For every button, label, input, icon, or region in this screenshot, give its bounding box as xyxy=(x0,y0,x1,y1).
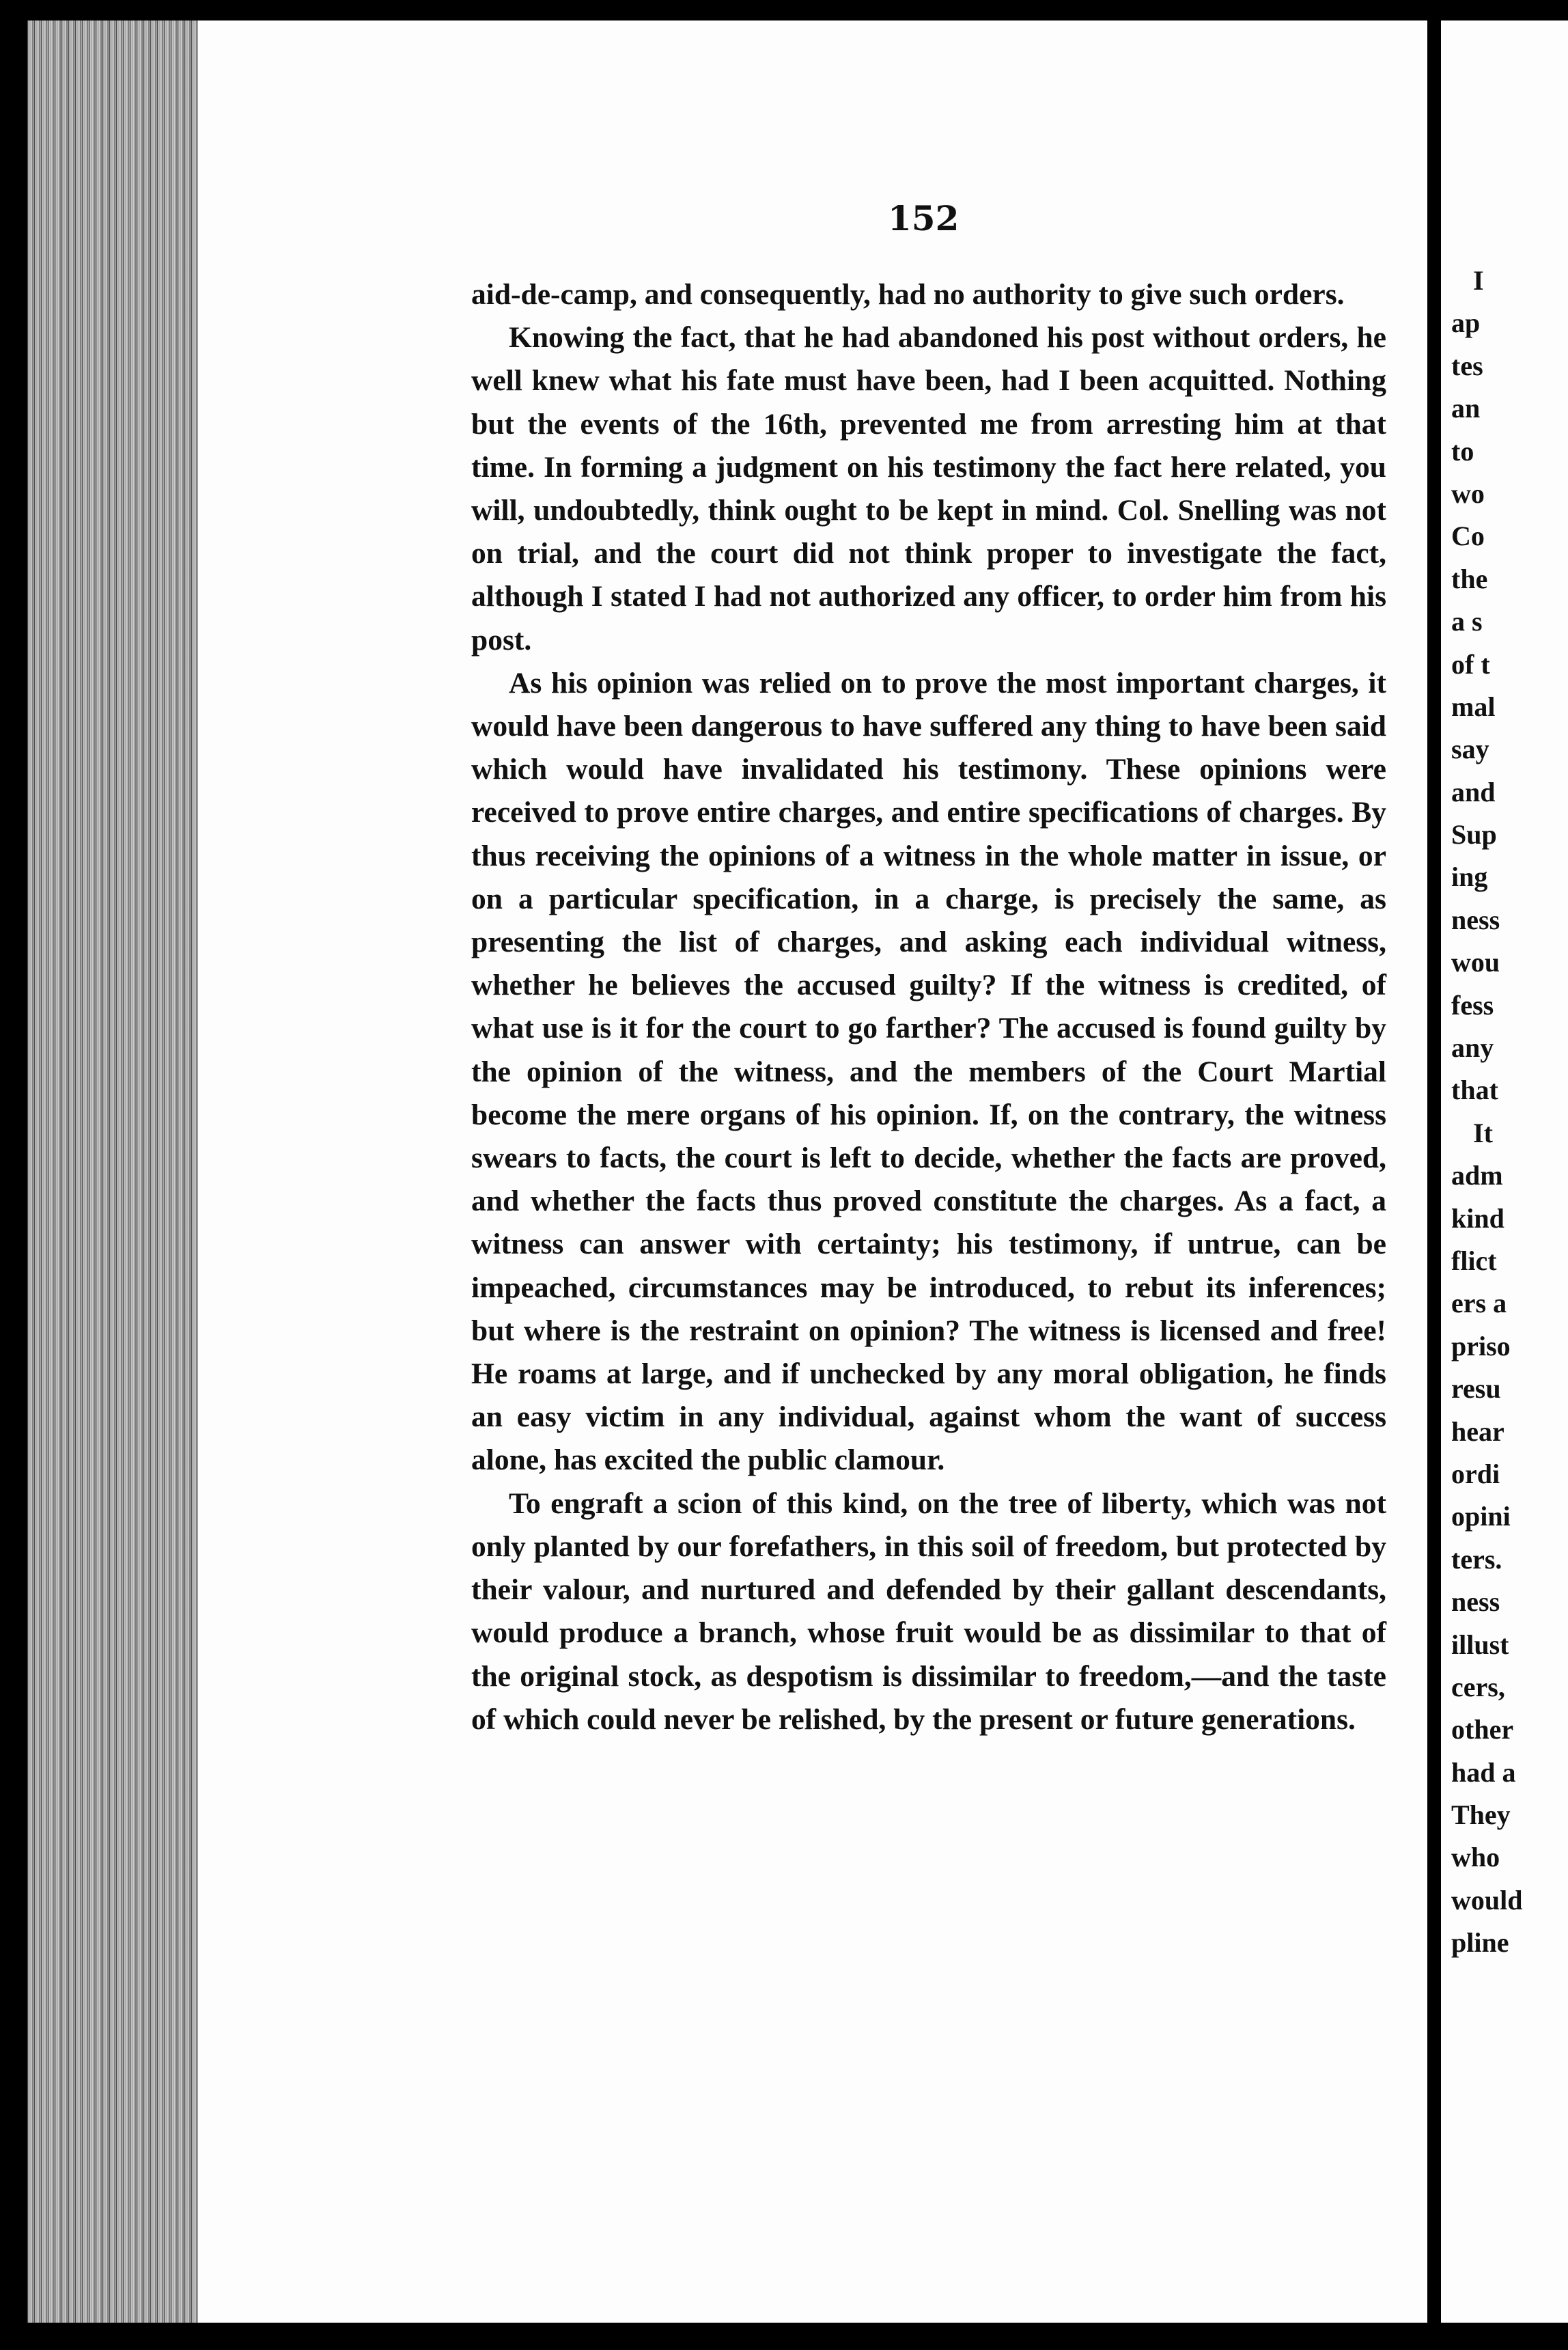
next-page-fragment-line: opini xyxy=(1451,1501,1511,1532)
next-page-fragment-line: wo xyxy=(1451,478,1485,509)
next-page-fragment-line: had a xyxy=(1451,1756,1516,1788)
paragraph: To engraft a scion of this kind, on the tree of liberty, which was not only planted by our forefathers, in this soil of freedom, but protected by their valour, and nurtured and defended by their gallant descendants, would produce a branch, whose fruit would be as dissimilar to that of the original stock, as despotism is dissimilar to freedom,—and the taste of which could never be relished, by the present or future generations. xyxy=(471,1487,1386,1736)
next-page-fragment-line: Co xyxy=(1451,521,1485,552)
next-page-fragment-line: who xyxy=(1451,1842,1500,1873)
next-page-fragment-line: Sup xyxy=(1451,819,1497,851)
next-page-fragment-line: say xyxy=(1451,734,1489,765)
next-page-fragment-line: wou xyxy=(1451,947,1500,978)
next-page-fragment-line: ness xyxy=(1451,904,1500,935)
next-page-fragment-line: other xyxy=(1451,1714,1514,1745)
next-page-fragment-line: They xyxy=(1451,1799,1511,1831)
page-gutter-shadow xyxy=(1427,20,1441,2323)
body-text xyxy=(471,273,1386,1741)
next-page-fragment-line: ing xyxy=(1451,861,1488,893)
next-page-fragment-line: tes xyxy=(1451,350,1483,381)
next-page-fragment-line: would xyxy=(1451,1884,1523,1916)
paragraph: aid-de-camp, and consequently, had no authority to give such orders. xyxy=(471,278,1345,311)
next-page-fragment-line: illust xyxy=(1451,1629,1509,1660)
next-page-fragment-line: I xyxy=(1473,265,1484,296)
next-page-fragment-line: flict xyxy=(1451,1245,1497,1276)
next-page-fragment-line: ters. xyxy=(1451,1543,1502,1575)
next-page-fragment-line: of t xyxy=(1451,648,1490,680)
next-page-fragment-line: adm xyxy=(1451,1160,1503,1191)
next-page-fragment-line: ap xyxy=(1451,307,1481,339)
next-page-fragment-line: any xyxy=(1451,1032,1494,1064)
next-page-fragment-line: an xyxy=(1451,393,1481,424)
next-page-fragment-line: kind xyxy=(1451,1202,1504,1234)
next-page-fragment-line: resu xyxy=(1451,1373,1501,1405)
next-page-fragment-line: mal xyxy=(1451,691,1496,722)
next-page-fragment-line: It xyxy=(1473,1117,1493,1148)
next-page-fragment-line: the xyxy=(1451,563,1488,594)
next-page-fragment-line: a s xyxy=(1451,606,1483,637)
book-spine xyxy=(27,20,198,2323)
next-page-fragment-line: priso xyxy=(1451,1330,1511,1361)
next-page-fragment-line: to xyxy=(1451,435,1474,467)
next-page-fragment-line: and xyxy=(1451,776,1496,807)
next-page-fragment-line: ordi xyxy=(1451,1458,1500,1489)
next-page-fragment-line: hear xyxy=(1451,1415,1504,1447)
page-number: 152 xyxy=(888,198,960,238)
next-page-fragment-line: ness xyxy=(1451,1586,1500,1618)
next-page-fragment-line: ers a xyxy=(1451,1288,1507,1319)
next-page-fragment-line: pline xyxy=(1451,1927,1509,1959)
paragraph: Knowing the fact, that he had abandoned his post without orders, he well knew what his fate must have been, had I been acquitted. Nothing but the events of the 16th, prevented me from arresting him at that time. In forming a judgment on his testimony the fact here related, you will, undoubtedly, think ought to be kept in mind. Col. Snelling was not on trial, and the court did not think proper to investigate the fact, although I stated I had not authorized any officer, to order him from his post. xyxy=(471,321,1386,656)
next-page-fragment-line: cers, xyxy=(1451,1671,1505,1702)
paragraph: As his opinion was relied on to prove the most important charges, it would have been dangerous to have suffered any thing to have been said which would have invalidated his testimony. These opinions were received to prove entire charges, and entire specifications of charges. By thus receiving the opinions of a witness in the whole matter in issue, or on a particular specification, in a charge, is precisely the same, as presenting the list of charges, and asking each individual witness, whether he believes the accused guilty? If the witness is credited, of what use is it for the court to go farther? The accused is found guilty by the opinion of the witness, and the members of the Court Martial become the mere organs of his opinion. If, on the contrary, the witness swears to facts, the court is left to decide, whether the facts are proved, and whether the facts thus proved constitute the charges. As a fact, a witness can answer with certainty; his testimony, if untrue, can be impeached, circumstances may be introduced, to rebut its inferences; but where is the restraint on opinion? The witness is licensed and free! He roams at large, and if unchecked by any moral obligation, he finds an easy victim in any individual, against whom the want of success alone, has excited the public clamour. xyxy=(471,666,1386,1477)
next-page-text-fragments xyxy=(1451,260,1523,1965)
next-page-fragment-line: fess xyxy=(1451,989,1494,1021)
next-page-fragment-line: that xyxy=(1451,1075,1498,1106)
